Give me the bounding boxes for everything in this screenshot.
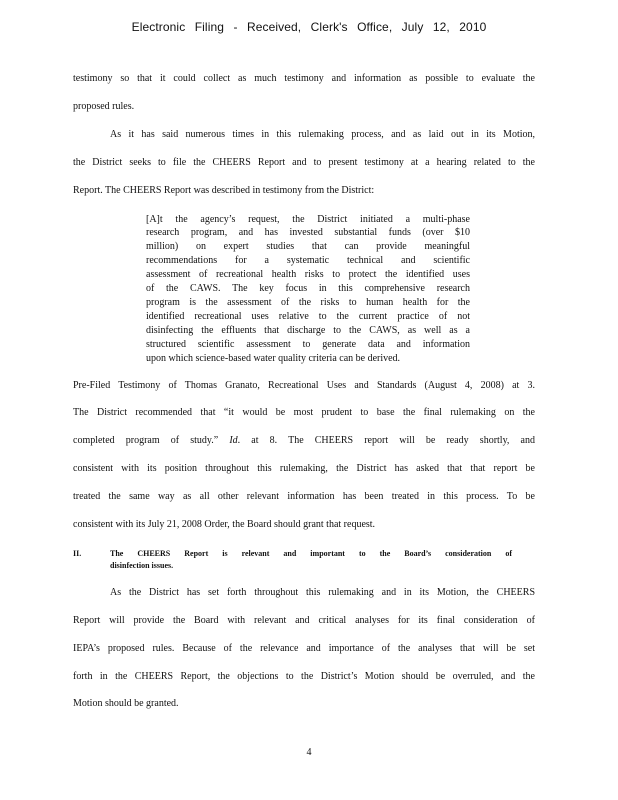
block-quote-line: upon which science-based water quality criteria can be derived. [146,353,401,364]
body-text: . at 8. The CHEERS report will be ready shortly, and [237,435,535,446]
block-quote-line: assessment of recreational health risks to protect the identified uses [146,269,470,280]
block-quote-line: [A]t the agency’s request, the District initiated a multi-phase [146,214,470,225]
body-line: Pre-Filed Testimony of Thomas Granato, Recreational Uses and Standards (August 4, 2008) at 3. [73,380,535,391]
section-title-line: The CHEERS Report is relevant and important to the Board’s consideration of [110,549,512,558]
body-line: The District recommended that “it would be most prudent to base the final rulemaking on the [73,407,535,418]
body-line: proposed rules. [73,101,135,112]
body-line: consistent with its July 21, 2008 Order, the Board should grant that request. [73,519,376,530]
section-number: II. [73,549,82,558]
block-quote-line: research program, and has invested substantial funds (over $10 [146,227,470,238]
block-quote-line: recommendations for a systematic technical and scientific [146,255,470,266]
citation-id: Id [229,435,238,446]
body-line: the District seeks to file the CHEERS Report and to present testimony at a hearing related to the [73,157,535,168]
body-line: treated the same way as all other relevant information has been treated in this process. To be [73,491,535,502]
body-line: Report will provide the Board with relevant and critical analyses for its final consideration of [73,615,535,626]
filing-header: Electronic Filing - Received, Clerk's Office, July 12, 2010 [131,20,487,34]
body-line: IEPA’s proposed rules. Because of the relevance and importance of the analyses that will be set [73,643,535,654]
body-line: As the District has set forth throughout this rulemaking and in its Motion, the CHEERS [110,587,535,598]
block-quote-line: identified recreational uses relative to the current practice of not [146,311,470,322]
block-quote-line: program is the assessment of the risks to human health for the [146,297,470,308]
body-line: Motion should be granted. [73,698,179,709]
body-line: forth in the CHEERS Report, the objections to the District’s Motion should be overruled, and the [73,671,535,682]
block-quote-line: of the CAWS. The key focus in this comprehensive research [146,283,470,294]
section-title-line: disinfection issues. [110,561,174,570]
page-number: 4 [306,747,312,758]
body-line [73,435,535,446]
block-quote-line: million) on expert studies that can provide meaningful [146,241,470,252]
block-quote-line: structured scientific assessment to generate data and information [146,339,470,350]
body-text: completed program of study.” [73,435,219,446]
body-line: As it has said numerous times in this rulemaking process, and as laid out in its Motion, [110,129,535,140]
block-quote-line: disinfecting the effluents that discharge to the CAWS, as well as a [146,325,470,336]
body-line: Report. The CHEERS Report was described in testimony from the District: [73,185,375,196]
body-line: testimony so that it could collect as much testimony and information as possible to evaluate the [73,73,535,84]
body-line: consistent with its position throughout this rulemaking, the District has asked that that report be [73,463,535,474]
